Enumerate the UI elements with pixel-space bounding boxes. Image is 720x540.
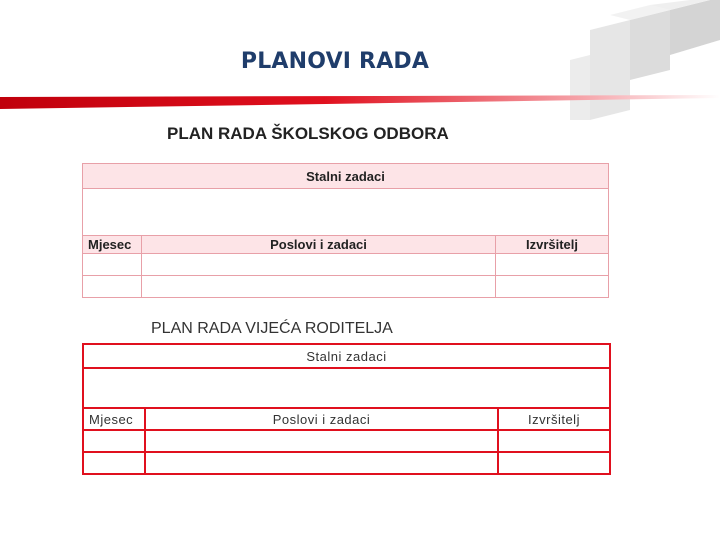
board-col-month: Mjesec: [83, 236, 142, 254]
board-cell[interactable]: [142, 254, 496, 276]
board-col-tasks: Poslovi i zadaci: [142, 236, 496, 254]
table-row: [83, 254, 609, 276]
board-col-executor: Izvršitelj: [496, 236, 609, 254]
parents-cell[interactable]: [145, 430, 498, 452]
board-cell[interactable]: [83, 276, 142, 298]
table-row: [83, 452, 610, 474]
board-cell[interactable]: [496, 254, 609, 276]
parents-section-cell[interactable]: [83, 368, 610, 408]
parents-cell[interactable]: [498, 452, 610, 474]
parents-cell[interactable]: [498, 430, 610, 452]
parents-plan-table: [82, 343, 611, 475]
parents-cell[interactable]: [83, 430, 145, 452]
board-section-cell[interactable]: [83, 189, 609, 236]
slide-title: PLANOVI RADA: [240, 48, 430, 74]
parents-cell[interactable]: [145, 452, 498, 474]
parents-section-label: Stalni zadaci: [83, 344, 610, 368]
table-row: [83, 430, 610, 452]
board-cell[interactable]: [496, 276, 609, 298]
parents-col-executor: Izvršitelj: [498, 408, 610, 430]
table-row: [83, 276, 609, 298]
board-section-label: Stalni zadaci: [83, 164, 609, 189]
board-plan-heading: PLAN RADA ŠKOLSKOG ODBORA: [167, 124, 449, 143]
red-divider-bar: [0, 95, 720, 109]
parents-cell[interactable]: [83, 452, 145, 474]
board-plan-table: [82, 163, 609, 298]
board-cell[interactable]: [83, 254, 142, 276]
board-cell[interactable]: [142, 276, 496, 298]
parents-col-tasks: Poslovi i zadaci: [145, 408, 498, 430]
parents-plan-heading: PLAN RADA VIJEĆA RODITELJA: [151, 320, 393, 337]
parents-col-month: Mjesec: [83, 408, 145, 430]
